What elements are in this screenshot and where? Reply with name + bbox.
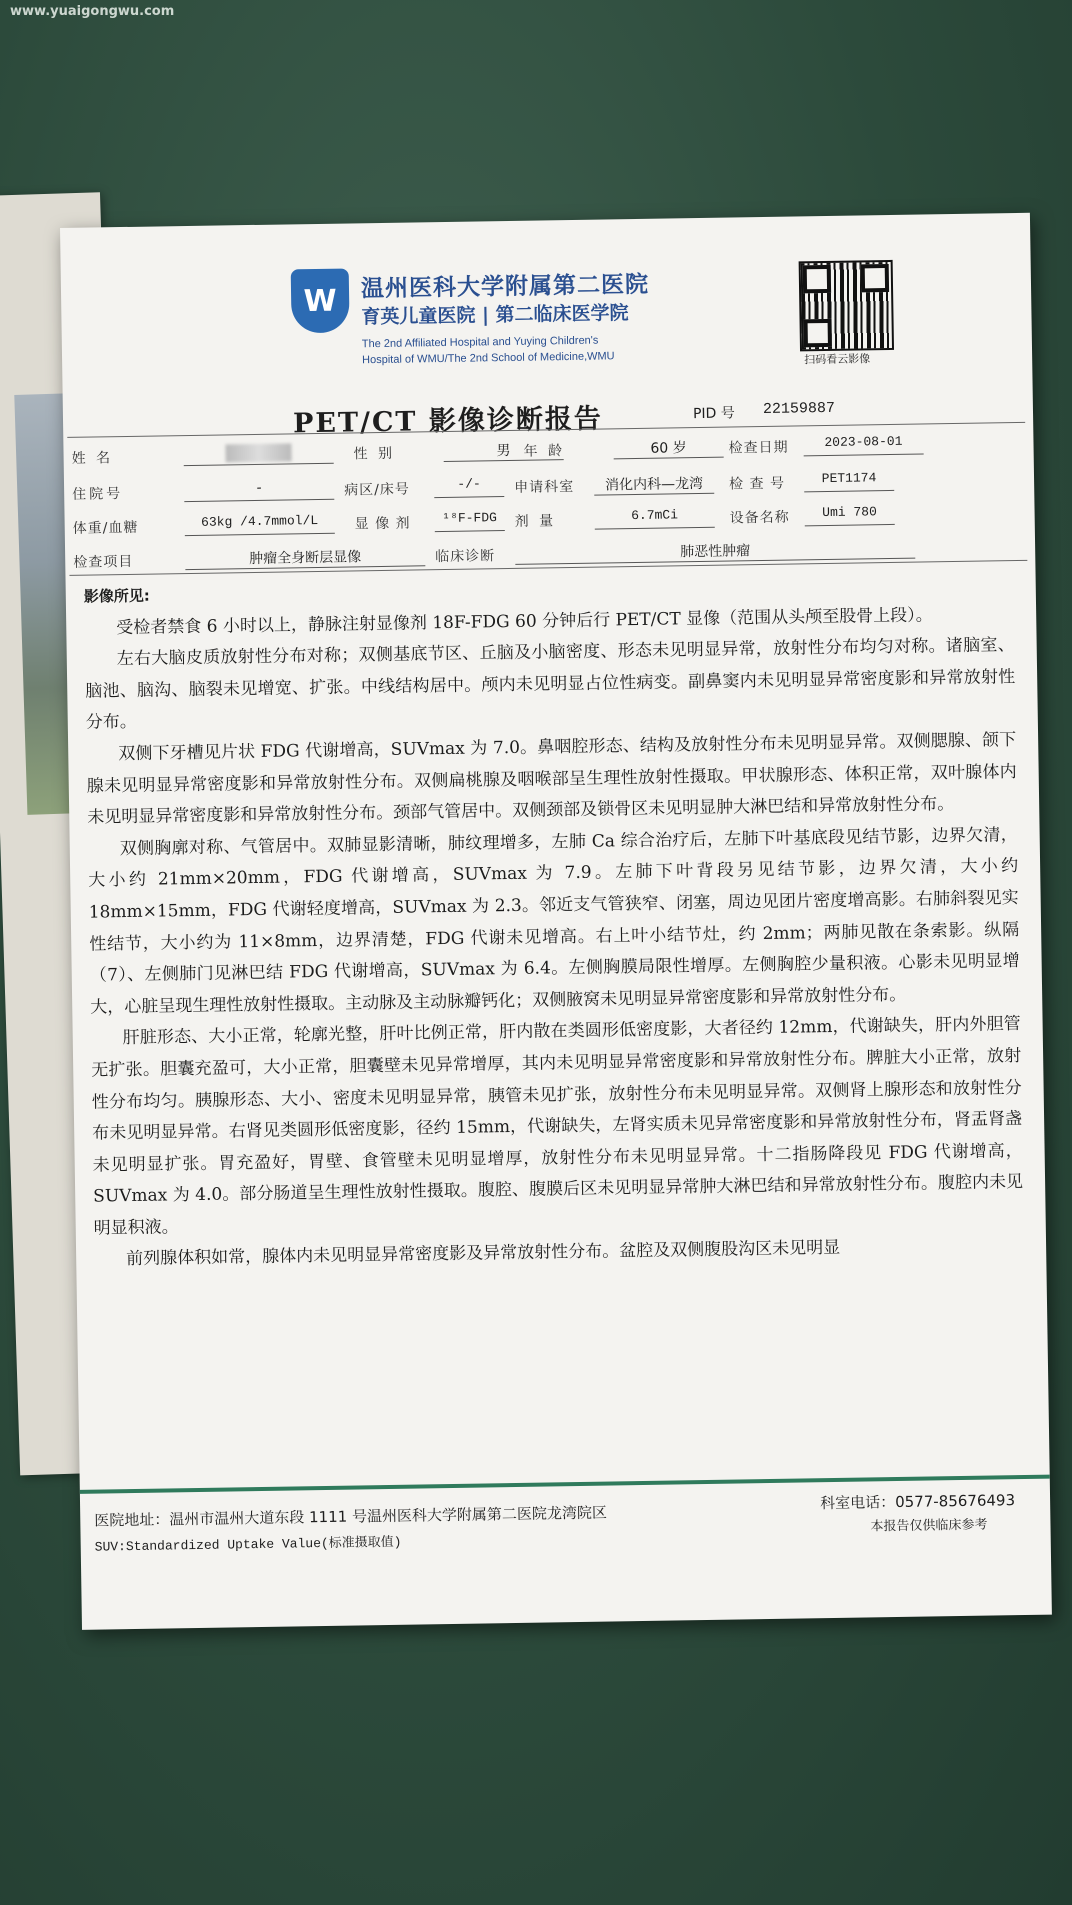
- gender-label: 性 别: [353, 445, 396, 463]
- gender-value: 男: [443, 439, 563, 462]
- dept-label: 申请科室: [514, 478, 575, 496]
- weight-label: 体重/血糖: [72, 519, 139, 537]
- disclaimer: 本报告仅供临床参考: [870, 1517, 988, 1535]
- form-row-3: [64, 498, 1034, 539]
- qr-caption: 扫码看云影像: [804, 352, 871, 367]
- findings-paragraph: 双侧下牙槽见片状 FDG 代谢增高，SUVmax 为 7.0。鼻咽腔形态、结构及放射性分布未见明显异常。双侧腮腺、颌下腺未见明显异常密度影和异常放射性分布。双侧扁桃腺及咽喉部呈生理性放射性摄取。甲状腺形态、体积正常，双叶腺体内未见明显异常密度影和异常放射性分布。颈部气管居中。双侧颈部及锁骨区未见明显肿大淋巴结和异常放射性分布。: [86, 730, 1017, 828]
- item-label: 检查项目: [73, 553, 134, 571]
- findings-paragraph: 前列腺体积如常，腺体内未见明显异常密度影及异常放射性分布。盆腔及双侧腹股沟区未见明显: [126, 1238, 841, 1270]
- pid-label: PID 号: [692, 405, 735, 423]
- dose-value: 6.7mCi: [594, 507, 714, 530]
- dose-label: 剂 量: [514, 513, 557, 530]
- inpatient-label: 住院号: [72, 486, 124, 503]
- findings-paragraph: 双侧胸廓对称、气管居中。双肺显影清晰，肺纹理增多，左肺 Ca 综合治疗后，左肺下叶基底段见结节影，边界欠清，大小约 21mm×20mm，FDG 代谢增高，SUVmax 为 7.9。左肺下叶背段另见结节影，边界欠清，大小约 18mm×15mm，FDG 代谢轻度增高，SUVmax 为 2.3。邻近支气管狭窄、闭塞，周边见团片密度增高影。右肺斜裂见实性结节，大小约为 11×8mm，边界清楚，FDG 代谢未见增高。右上叶小结节灶，约 2mm；两肺见散在条索影。纵隔（7）、左侧肺门见淋巴结 FDG 代谢增高，SUVmax 为 6.4。左侧胸膜局限性增厚。左侧胸腔少量积液。心影未见明显增大，心脏呈现生理性放射性摄取。主动脉及主动脉瓣钙化；双侧腋窝未见明显异常密度影和异常放射性分布。: [88, 824, 1020, 1018]
- findings-section: [84, 567, 1025, 1277]
- inpatient-value: -: [184, 479, 334, 502]
- age-value: 60 岁: [613, 437, 723, 460]
- findings-paragraph: 肝脏形态、大小正常，轮廓光整，肝叶比例正常，肝内散在类圆形低密度影，大者径约 12mm，代谢缺失，肝内外胆管无扩张。胆囊充盈可，大小正常，胆囊壁未见异常增厚，其内未见明显异常密度影和异常放射性分布。脾脏大小正常，放射性分布均匀。胰腺形态、大小、密度未见明显异常，胰管未见扩张，放射性分布未见明显异常。双侧肾上腺形态和放射性分布未见明显异常。右肾见类圆形低密度影，径约 15mm，代谢缺失，左肾实质未见异常密度影和异常放射性分布，肾盂肾盏未见明显扩张。胃充盈好，胃壁、食管壁未见明显增厚，放射性分布未见明显异常。十二指肠降段见 FDG 代谢增高，SUVmax 为 4.0。部分肠道呈生理性放射性摄取。腹腔、腹膜后区未见明显异常肿大淋巴结和异常放射性分布。腹腔内未见明显积液。: [91, 1014, 1024, 1239]
- exam-date-value: 2023-08-01: [803, 433, 923, 456]
- findings-paragraph: 受检者禁食 6 小时以上，静脉注射显像剂 18F-FDG 60 分钟后行 PET/CT 显像（范围从头颅至股骨上段）。: [116, 604, 933, 638]
- exam-date-label: 检查日期: [728, 439, 789, 457]
- report-header: [61, 248, 1033, 440]
- findings-paragraph: 左右大脑皮质放射性分布对称；双侧基底节区、丘脑及小脑密度、形态未见明显异常，放射性分布均匀对称。诸脑室、脑池、脑沟、脑裂未见增宽、扩张。中线结构居中。颅内未见明显占位性病变。副鼻窦内未见明显异常密度影和异常放射性分布。: [85, 635, 1016, 734]
- suv-note: SUV:Standardized Uptake Value(标准摄取值): [94, 1534, 402, 1555]
- weight-value: 63kg /4.7mmol/L: [185, 513, 335, 536]
- age-label: 年 龄: [523, 443, 566, 460]
- form-row-2: [64, 464, 1034, 505]
- department-phone: 科室电话：0577-85676493: [819, 1491, 1016, 1513]
- hospital-address: 医院地址：温州市温州大道东段 1111 号温州医科大学附属第二医院龙湾院区: [94, 1503, 608, 1530]
- hospital-subname-cn: 育英儿童医院 | 第二临床医学院: [361, 302, 629, 329]
- site-watermark: www.yuaigongwu.com: [10, 4, 175, 19]
- pid-value: 22159887: [762, 399, 836, 418]
- device-label: 设备名称: [729, 509, 790, 527]
- exam-no-value: PET1174: [804, 470, 894, 492]
- agent-label: 显 像 剂: [354, 515, 411, 533]
- report-sheet: [60, 213, 1052, 1630]
- agent-value: ¹⁸F-FDG: [434, 510, 504, 532]
- hospital-logo-letter: W: [303, 283, 337, 319]
- exam-no-label: 检 查 号: [728, 475, 786, 493]
- hospital-logo: [291, 268, 350, 333]
- name-value: [183, 443, 333, 466]
- diag-value: 肺恶性肿瘤: [515, 538, 915, 565]
- report-title: PET/CT 影像诊断报告: [292, 403, 604, 440]
- ward-value: -/-: [434, 476, 504, 498]
- hospital-name-cn: 温州医科大学附属第二医院: [360, 271, 650, 303]
- hospital-name-en-2: Hospital of WMU/The 2nd School of Medicine,WMU: [362, 350, 615, 367]
- item-value: 肿瘤全身断层显像: [185, 545, 425, 570]
- redacted-name: [225, 443, 291, 462]
- qr-code-icon[interactable]: [799, 260, 894, 351]
- ward-label: 病区/床号: [344, 481, 410, 499]
- name-label: 姓 名: [71, 450, 114, 467]
- diag-label: 临床诊断: [435, 548, 496, 566]
- hospital-name-en-1: The 2nd Affiliated Hospital and Yuying Children's: [361, 334, 599, 351]
- dept-value: 消化内科—龙湾: [594, 473, 714, 496]
- device-value: Umi 780: [804, 504, 894, 526]
- findings-heading: 影像所见:: [83, 586, 150, 606]
